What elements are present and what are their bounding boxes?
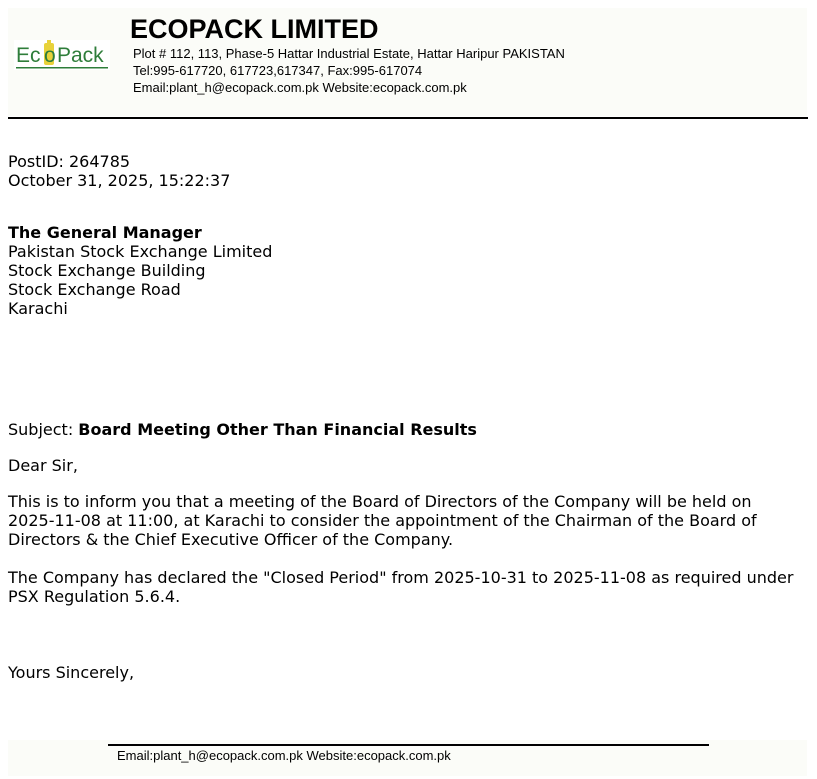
paragraph-1-line-1: This is to inform you that a meeting of the Board of Directors of the Company will be held on <box>8 492 752 511</box>
company-name: ECOPACK LIMITED <box>130 14 379 44</box>
paragraph-1-line-3: Directors & the Chief Executive Officer of the Company. <box>8 530 454 549</box>
ecopack-logo <box>14 40 110 70</box>
footer-email-website: Email:plant_h@ecopack.com.pk Website:ecopack.com.pk <box>117 748 451 763</box>
subject-line <box>8 420 477 439</box>
subject-text: Board Meeting Other Than Financial Results <box>78 420 477 439</box>
post-timestamp: October 31, 2025, 15:22:37 <box>8 171 231 190</box>
paragraph-1-line-2: 2025-11-08 at 11:00, at Karachi to consider the appointment of the Chairman of the Board of <box>8 511 757 530</box>
svg-text:Pack: Pack <box>57 44 104 67</box>
footer-divider <box>108 744 709 746</box>
closing: Yours Sincerely, <box>8 663 135 682</box>
recipient-line-4: Karachi <box>8 299 68 318</box>
recipient-title: The General Manager <box>8 223 202 242</box>
recipient-line-2: Stock Exchange Building <box>8 261 206 280</box>
subject-label: Subject: <box>8 420 74 439</box>
salutation: Dear Sir, <box>8 456 78 475</box>
header-divider <box>8 117 808 119</box>
company-address: Plot # 112, 113, Phase-5 Hattar Industrial Estate, Hattar Haripur PAKISTAN <box>133 46 565 61</box>
recipient-line-3: Stock Exchange Road <box>8 280 181 299</box>
svg-text:Ec: Ec <box>16 44 41 67</box>
company-phone-fax: Tel:995-617720, 617723,617347, Fax:995-617074 <box>133 63 423 78</box>
company-email-website: Email:plant_h@ecopack.com.pk Website:ecopack.com.pk <box>133 80 467 95</box>
paragraph-2-line-1: The Company has declared the "Closed Period" from 2025-10-31 to 2025-11-08 as required under <box>8 568 794 587</box>
post-id: PostID: 264785 <box>8 152 131 171</box>
recipient-line-1: Pakistan Stock Exchange Limited <box>8 242 273 261</box>
svg-text:o: o <box>44 44 56 67</box>
letterhead <box>8 8 807 116</box>
paragraph-2-line-2: PSX Regulation 5.6.4. <box>8 587 181 606</box>
